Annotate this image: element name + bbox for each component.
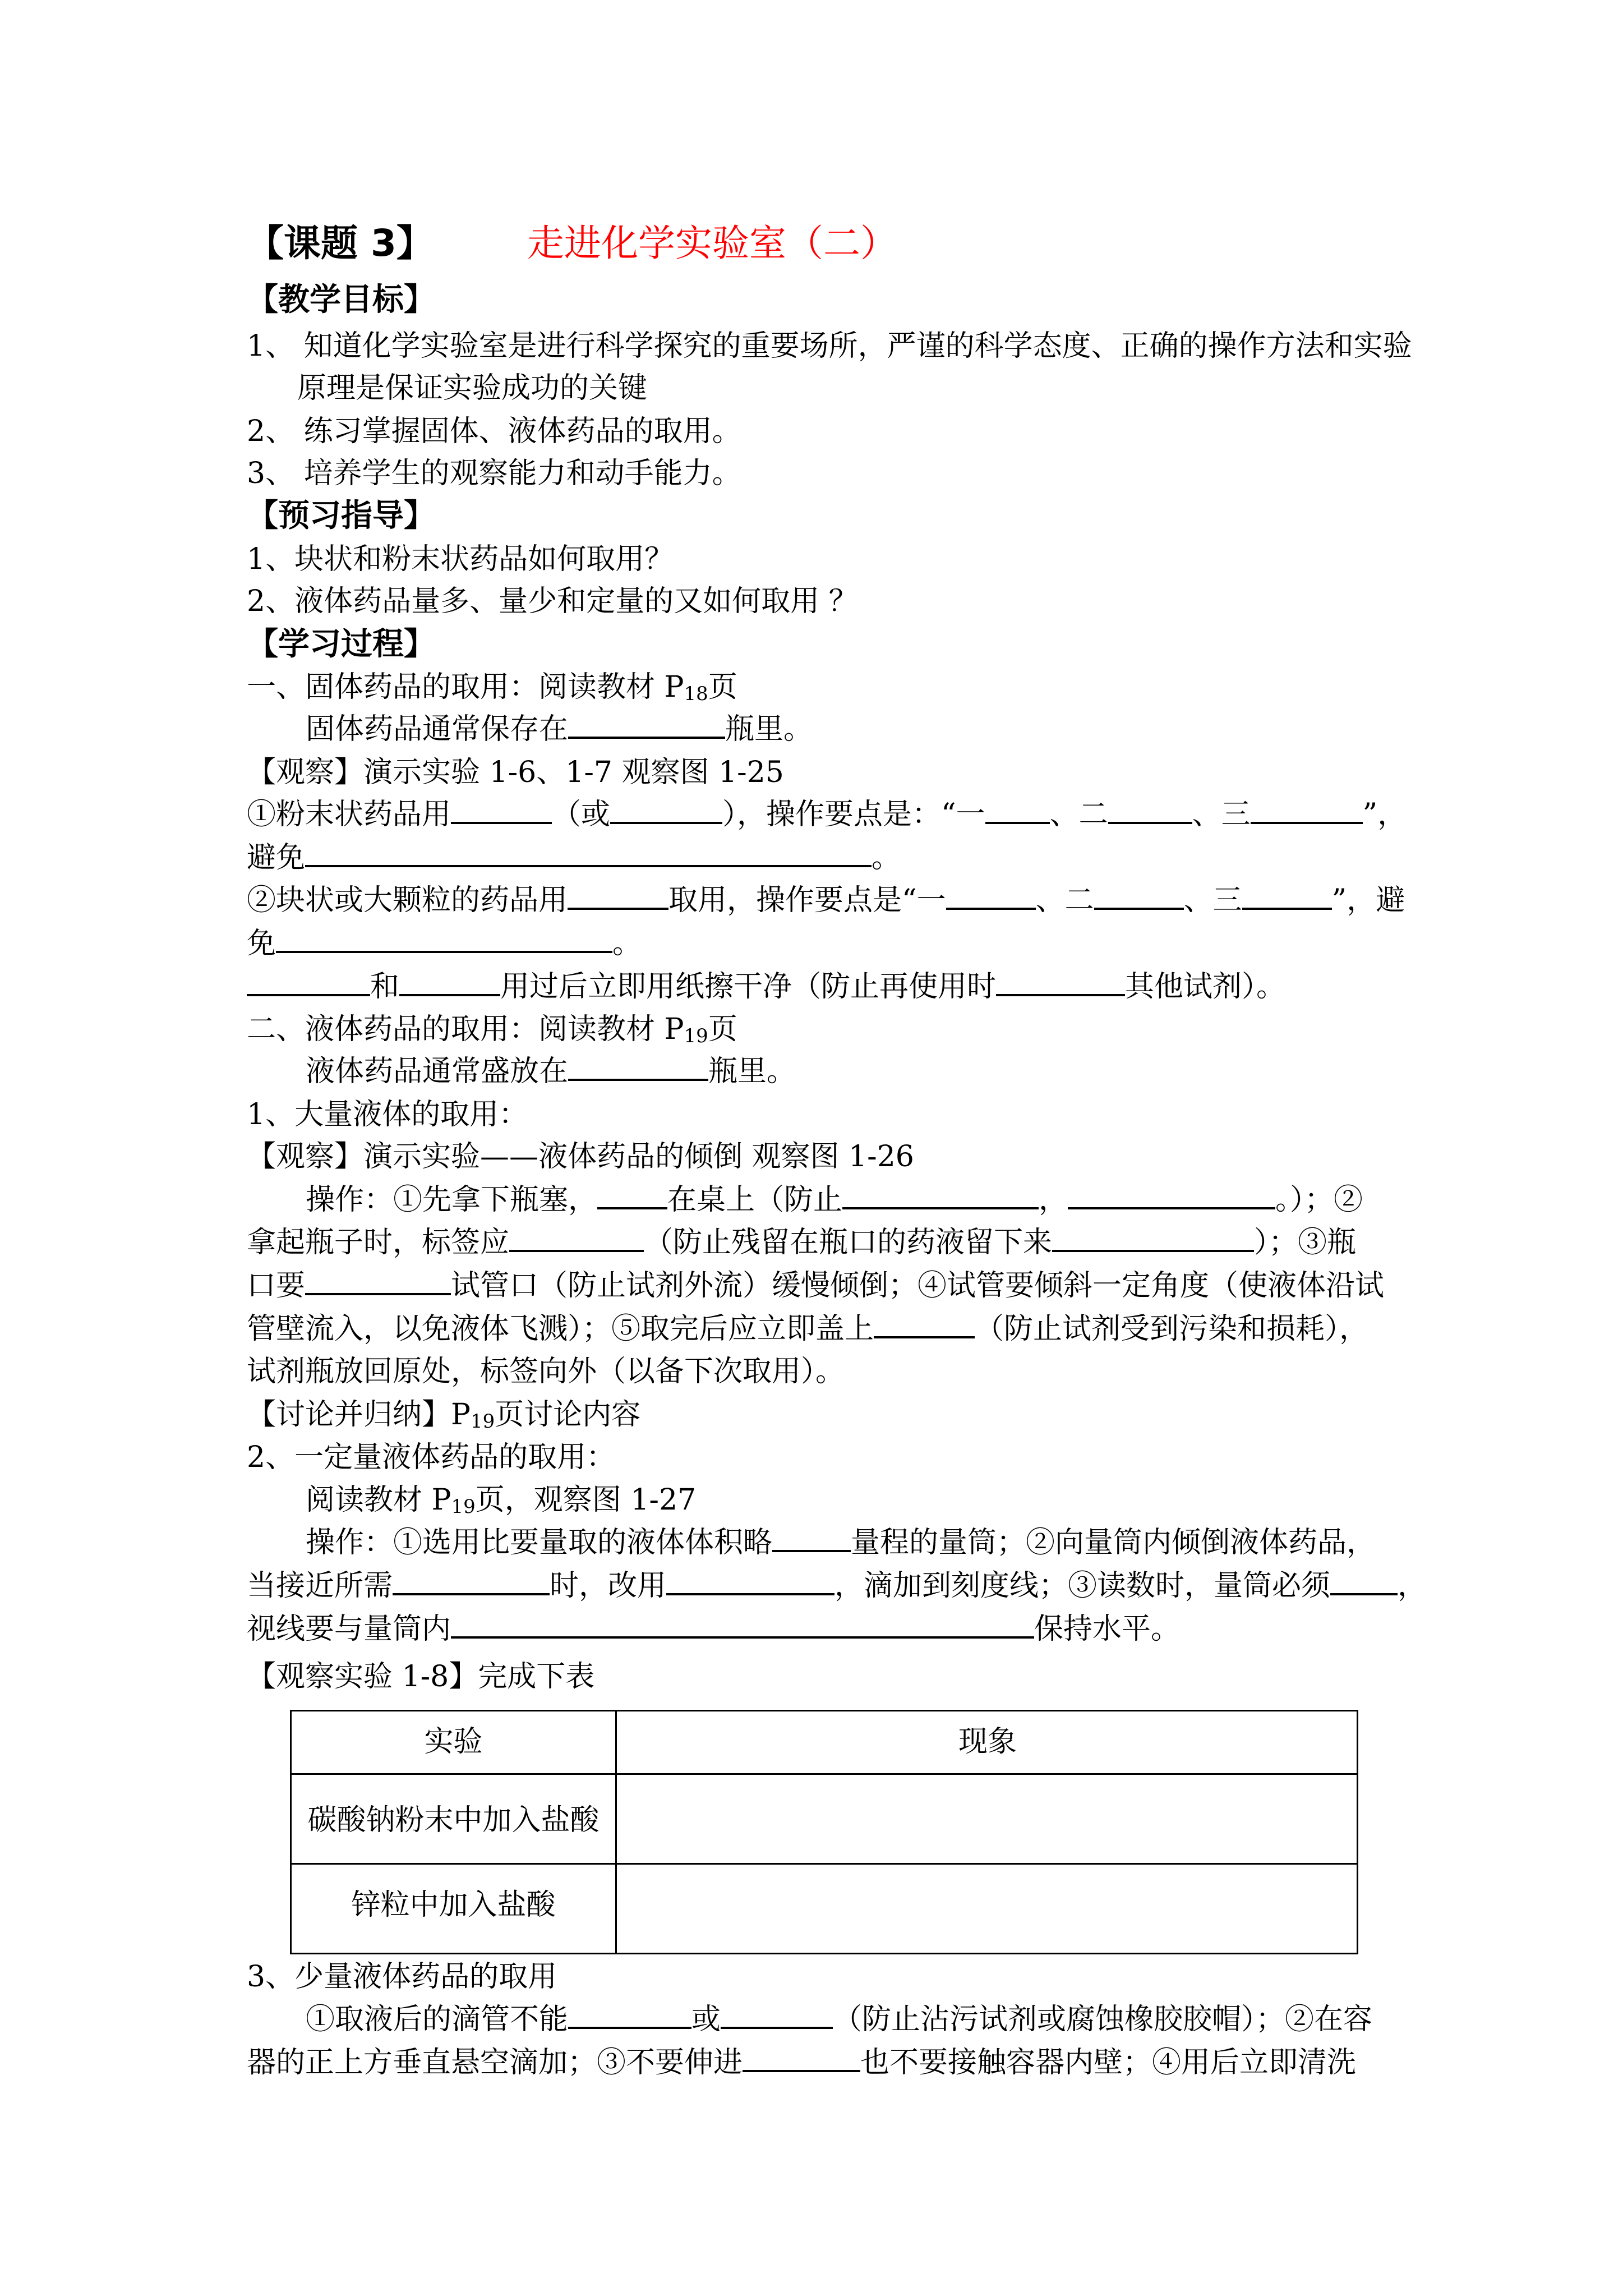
small-liquid-title: 3、少量液体药品的取用 [247,1960,557,1994]
blank-field[interactable] [842,1182,1039,1209]
objective-1: 1、 知道化学实验室是进行科学探究的重要场所，严谨的科学态度、正确的操作方法和实验 [247,329,1412,363]
pour-op-4: 管壁流入，以免液体飞溅）；⑤取完后应立即盖上 （防止试剂受到污染和损耗）， [247,1312,1369,1346]
blank-field[interactable] [399,969,500,996]
preview-heading: 【预习指导】 [247,498,435,534]
blank-field[interactable] [451,797,552,824]
blank-field[interactable] [1068,1182,1275,1209]
liquid-section-title: 二、液体药品的取用：阅读教材 $P_{19}$页 [247,1013,737,1047]
pour-op-5: 试剂瓶放回原处，标签向外（以备下次取用）。 [247,1355,845,1388]
table-divider [292,1773,1357,1775]
blank-field[interactable] [451,1612,1034,1639]
fixed-op-2: 当接近所需 时，改用 ，滴加到刻度线；③读数时，量筒必须 ， [247,1569,1427,1603]
blank-field[interactable] [772,1525,851,1552]
blank-field[interactable] [946,883,1036,910]
avoid-line-1: 避免 。 [247,841,901,875]
powder-line: ①粉末状药品用 （或 ），操作要点是：“一 、二 、三 ”， [247,798,1407,831]
blank-field[interactable] [276,926,612,953]
lesson-tag: 【课题 3】 [247,222,434,265]
blank-field[interactable] [1052,1225,1254,1252]
blank-field[interactable] [1094,883,1184,910]
blank-field[interactable] [1330,1568,1398,1595]
observe-2: 【观察】演示实验——液体药品的倾倒 观察图 1-26 [247,1140,914,1174]
blank-field[interactable] [743,2045,860,2072]
table-divider [292,1863,1357,1865]
blank-field[interactable] [874,1312,975,1338]
block-line: ②块状或大颗粒的药品用 取用，操作要点是“一 、二 、三 ”，避 [247,884,1405,917]
solid-storage: 固体药品通常保存在 瓶里。 [306,712,813,746]
blank-field[interactable] [568,712,725,739]
lesson-main-title: 走进化学实验室（二） [527,222,897,265]
blank-field[interactable] [996,969,1125,996]
blank-field[interactable] [721,2002,833,2029]
blank-field[interactable] [568,883,668,910]
fixed-liquid-title: 2、一定量液体药品的取用： [247,1441,616,1474]
blank-field[interactable] [666,1568,834,1595]
pour-op-2: 拿起瓶子时，标签应 （防止残留在瓶口的药液留下来 ）；③瓶 [247,1226,1357,1259]
fixed-op-3: 视线要与量筒内 保持水平。 [247,1612,1181,1646]
fixed-op-1: 操作：①选用比要量取的液体体积略 量程的量筒；②向量筒内倾倒液体药品， [306,1526,1376,1559]
observe-3: 【观察实验 1-8】完成下表 [247,1660,595,1694]
objective-3: 3、 培养学生的观察能力和动手能力。 [247,457,741,490]
preview-question-1: 1、块状和粉末状药品如何取用？ [247,542,674,576]
dropper-op-1: ①取液后的滴管不能 或 （防止沾污试剂或腐蚀橡胶胶帽）；②在容 [306,2003,1373,2036]
table-header-phenomenon: 现象 [958,1725,1017,1759]
wipe-line: 和 用过后立即用纸擦干净（防止再使用时 其他试剂）。 [247,969,1402,1005]
table-cell-experiment: 锌粒中加入盐酸 [351,1888,556,1922]
blank-field[interactable] [568,2002,691,2029]
blank-field[interactable] [985,797,1050,824]
experiment-table [290,1710,1358,1954]
liquid-storage: 液体药品通常盛放在 瓶里。 [306,1055,796,1088]
avoid-line-2: 免 。 [247,927,642,960]
blank-field[interactable] [1108,797,1192,824]
objective-1-cont: 原理是保证实验成功的关键 [297,371,648,405]
fixed-read: 阅读教材 $P_{19}$页，观察图 1-27 [306,1483,697,1518]
solid-section-title: 一、固体药品的取用：阅读教材 $P_{18}$页 [247,670,737,705]
blank-field[interactable] [509,1225,644,1252]
large-liquid-title: 1、大量液体的取用： [247,1098,528,1131]
blank-field[interactable] [247,969,370,996]
table-header-experiment: 实验 [424,1725,483,1759]
objective-2: 2、 练习掌握固体、液体药品的取用。 [247,415,741,448]
preview-question-2: 2、液体药品量多、量少和定量的又如何取用 ？ [247,585,858,618]
blank-field[interactable] [305,840,872,867]
blank-field[interactable] [610,797,722,824]
process-heading: 【学习过程】 [247,626,435,662]
table-cell-experiment: 碳酸钠粉末中加入盐酸 [307,1803,600,1837]
dropper-op-2: 器的正上方垂直悬空滴加；③不要伸进 也不要接触容器内壁；④用后立即清洗 [247,2046,1357,2079]
blank-field[interactable] [568,1054,708,1081]
discuss-line: 【讨论并归纳】$P_{19}$页讨论内容 [247,1398,641,1433]
blank-field[interactable] [393,1568,550,1595]
pour-op-1: 操作：①先拿下瓶塞， 在桌上（防止 ， 。）；② [306,1183,1363,1217]
blank-field[interactable] [597,1182,667,1209]
pour-op-3: 口要 试管口（防止试剂外流）缓慢倾倒；④试管要倾斜一定角度（使液体沿试 [247,1269,1385,1303]
blank-field[interactable] [1242,883,1332,910]
observe-1: 【观察】演示实验 1-6、1-7 观察图 1-25 [247,756,784,789]
blank-field[interactable] [1251,797,1363,824]
blank-field[interactable] [305,1268,451,1295]
objectives-heading: 【教学目标】 [247,282,435,318]
